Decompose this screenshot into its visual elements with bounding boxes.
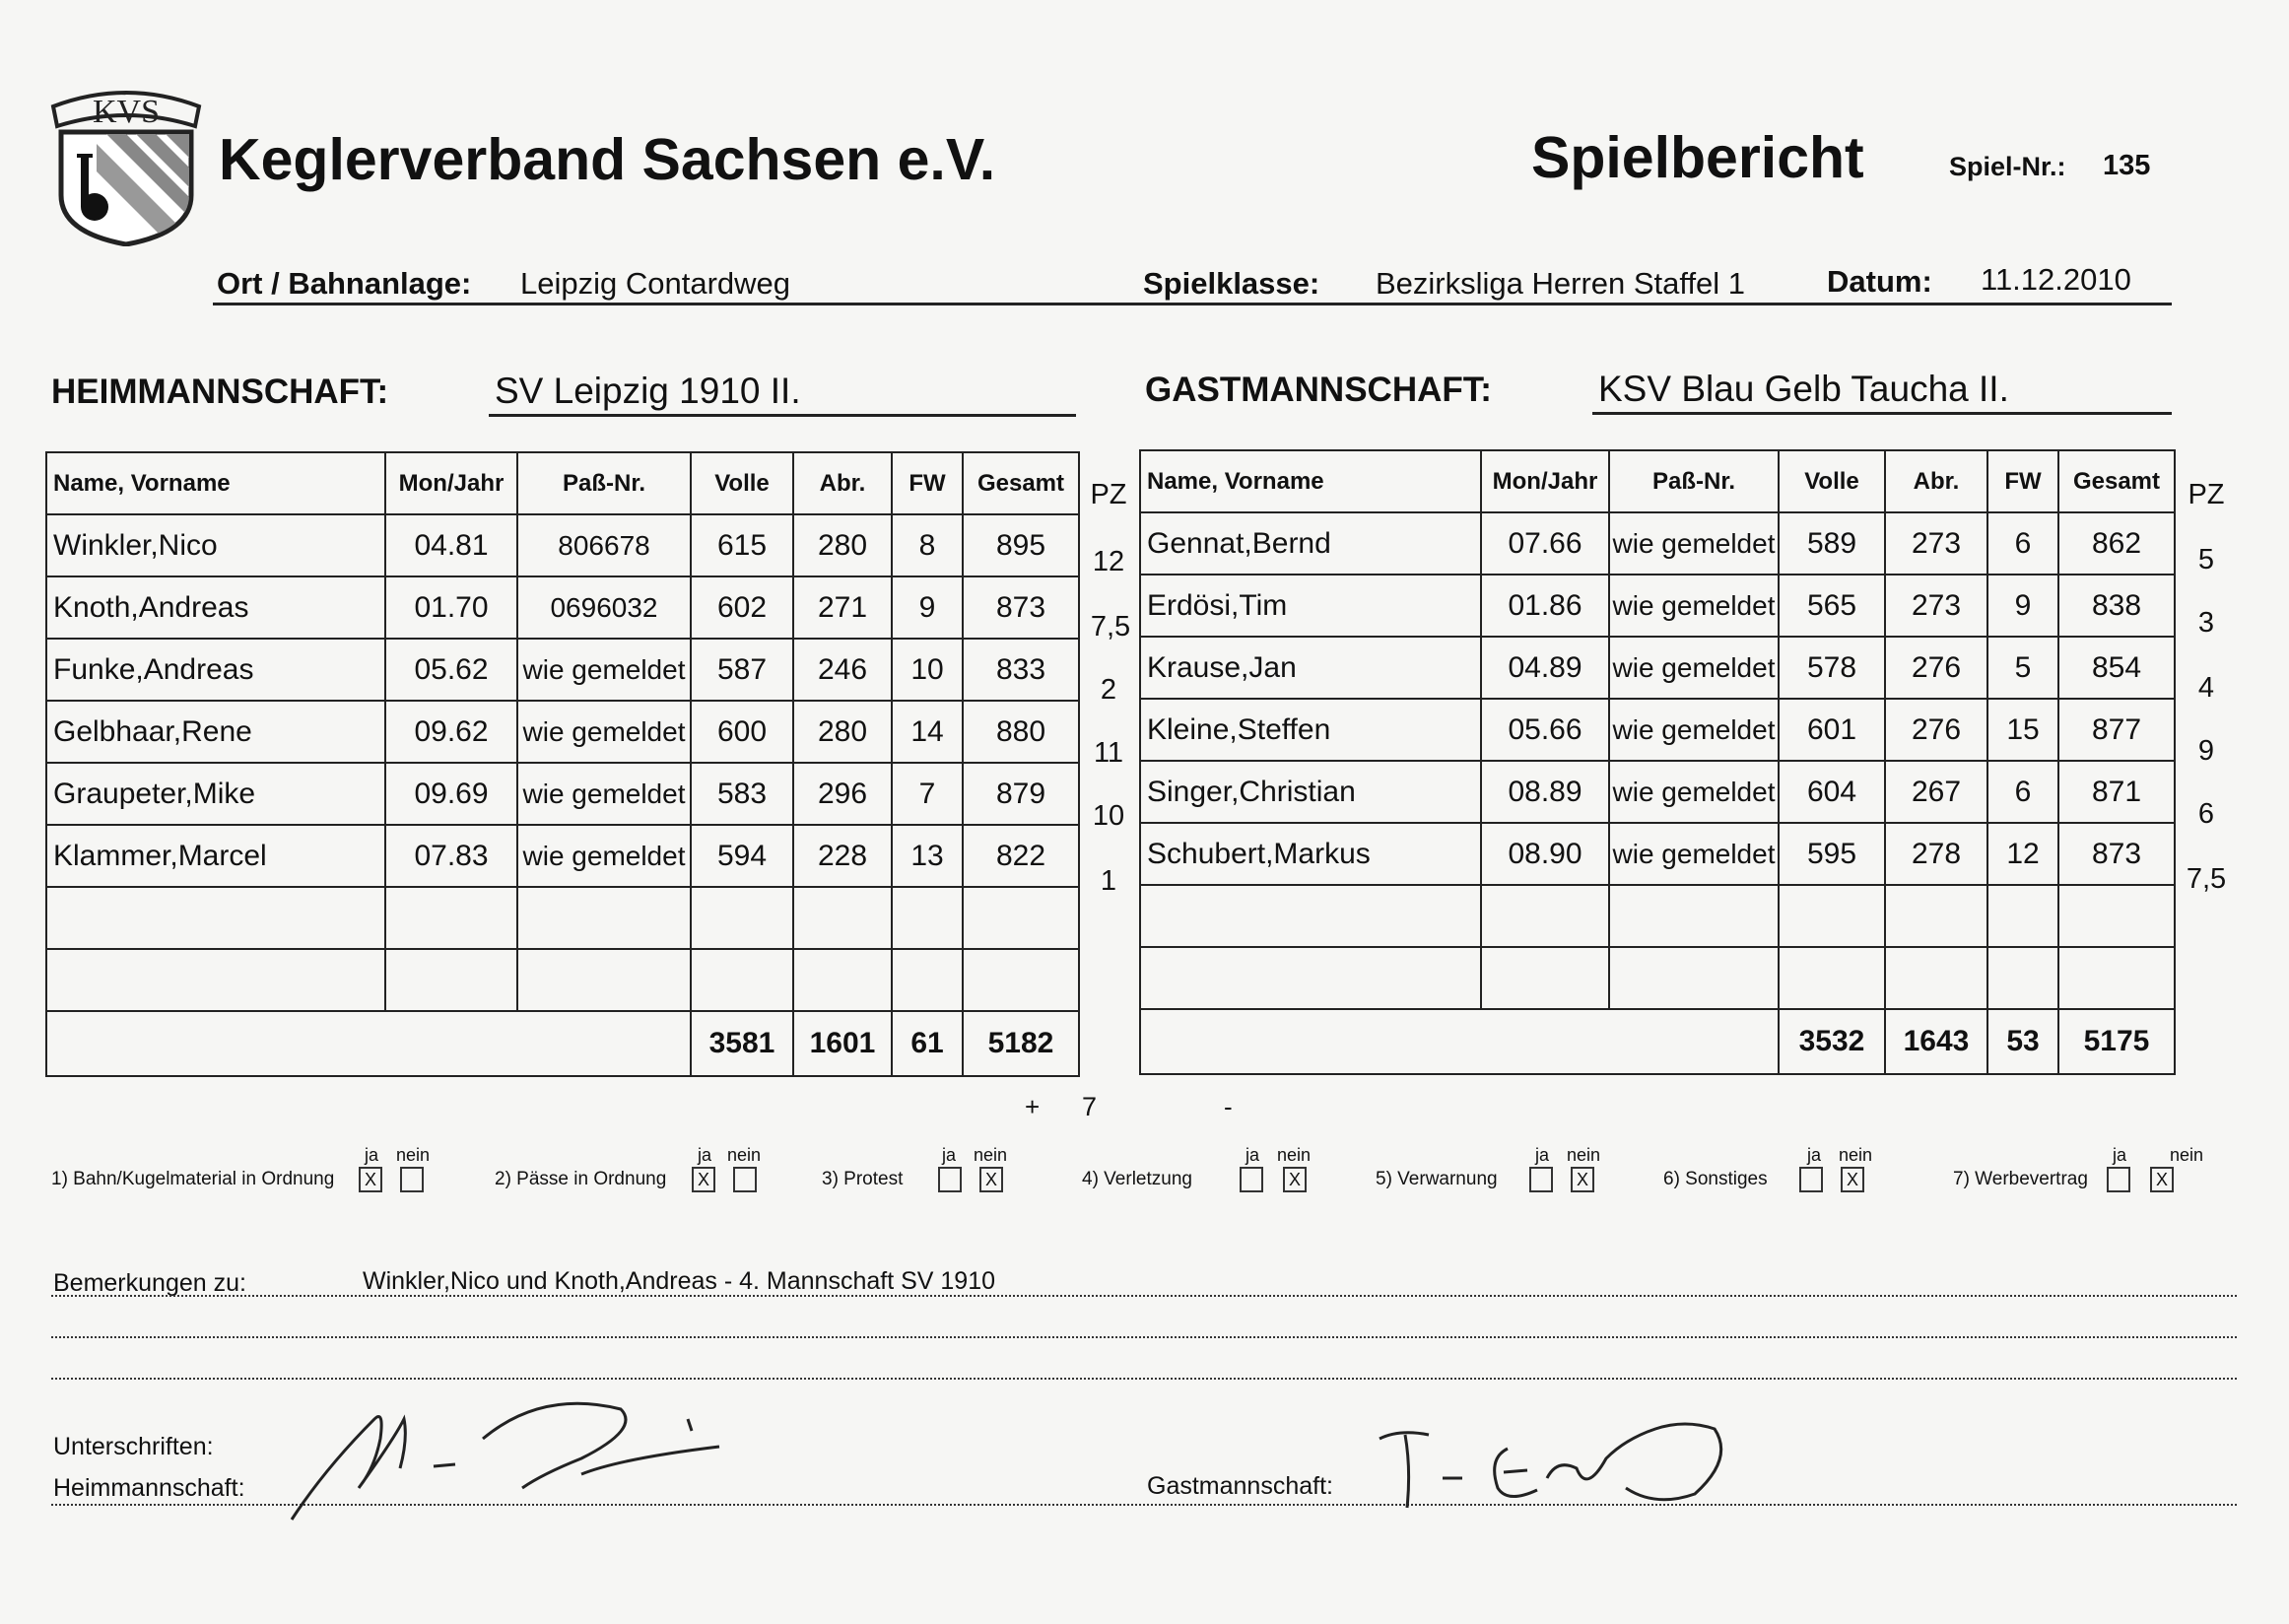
player-born: 08.89 [1481,761,1609,823]
player-fw: 6 [1987,512,2058,575]
totals-spacer [46,1011,691,1076]
total-volle: 3581 [691,1011,793,1076]
guest-team: KSV Blau Gelb Taucha II. [1598,369,2009,409]
date-label: Datum: [1827,264,1932,299]
player-name: Graupeter,Mike [46,763,385,825]
player-name: Krause,Jan [1140,637,1481,699]
player-gesamt: 873 [2058,823,2175,885]
ja-label: ja [2113,1145,2127,1165]
player-volle: 604 [1779,761,1885,823]
table-row [1140,761,2175,823]
player-volle: 589 [1779,512,1885,575]
total-gesamt: 5175 [2058,1009,2175,1074]
checkbox-ja[interactable] [1240,1167,1263,1192]
player-born: 09.69 [385,763,517,825]
col-fw: FW [1987,450,2058,512]
date-value: 11.12.2010 [1981,262,2131,297]
player-born: 07.66 [1481,512,1609,575]
player-abr: 271 [793,576,892,639]
checkbox-nein[interactable]: X [1283,1167,1307,1192]
home-signature-label: Heimmannschaft: [53,1474,245,1502]
home-extra-sign: + [1025,1092,1041,1121]
ja-label: ja [365,1145,379,1165]
check-label: 7) Werbevertrag [1953,1169,2088,1189]
player-volle: 587 [691,639,793,701]
table-row [1140,823,2175,885]
remarks-label: Bemerkungen zu: [53,1269,246,1297]
class-value: Bezirksliga Herren Staffel 1 [1376,266,1746,301]
ja-label: ja [698,1145,712,1165]
player-fw: 8 [892,514,963,576]
meta-underline [213,303,2172,305]
player-abr: 280 [793,514,892,576]
checkbox-nein[interactable]: X [979,1167,1003,1192]
player-volle: 594 [691,825,793,887]
empty-row [46,949,1079,1011]
col-name: Name, Vorname [1140,450,1481,512]
player-pass: wie gemeldet [517,701,691,763]
player-volle: 583 [691,763,793,825]
player-abr: 273 [1885,575,1987,637]
col-born: Mon/Jahr [1481,450,1609,512]
totals-spacer [1140,1009,1779,1074]
player-gesamt: 877 [2058,699,2175,761]
table-row [1140,575,2175,637]
player-name: Erdösi,Tim [1140,575,1481,637]
player-fw: 9 [892,576,963,639]
table-row [1140,512,2175,575]
home-totals-row [46,1011,1079,1076]
guest-team-underline [1592,412,2172,415]
player-abr: 276 [1885,637,1987,699]
checkbox-nein[interactable]: X [1841,1167,1864,1192]
nein-label: nein [1277,1145,1312,1165]
player-born: 08.90 [1481,823,1609,885]
guest-header-row [1140,450,2175,512]
nein-label: nein [2170,1145,2204,1165]
checkbox-nein[interactable]: X [2150,1167,2174,1192]
player-born: 05.62 [385,639,517,701]
empty-row [1140,885,2175,947]
player-pass: wie gemeldet [517,763,691,825]
empty-row [1140,947,2175,1009]
player-pass: wie gemeldet [1609,575,1779,637]
player-abr: 280 [793,701,892,763]
guest-extra-sign: - [1224,1092,1233,1121]
player-pass: wie gemeldet [1609,637,1779,699]
remarks-line [51,1295,2237,1297]
col-fw: FW [892,452,963,514]
game-no-label: Spiel-Nr.: [1949,152,2066,181]
player-pass: wie gemeldet [517,825,691,887]
total-volle: 3532 [1779,1009,1885,1074]
player-pass: wie gemeldet [1609,823,1779,885]
player-pass: 0696032 [517,576,691,639]
player-fw: 5 [1987,637,2058,699]
player-pass: wie gemeldet [1609,761,1779,823]
player-volle: 565 [1779,575,1885,637]
player-gesamt: 873 [963,576,1079,639]
pz-header: PZ [2188,479,2225,510]
guest-signature-label: Gastmannschaft: [1147,1472,1333,1500]
player-name: Funke,Andreas [46,639,385,701]
ja-label: ja [1535,1145,1550,1165]
home-header-row [46,452,1079,514]
empty-row [46,887,1079,949]
total-gesamt: 5182 [963,1011,1079,1076]
checkbox-ja[interactable]: X [359,1167,382,1192]
player-born: 09.62 [385,701,517,763]
nein-label: nein [1567,1145,1601,1165]
game-no: 135 [2103,150,2151,181]
checkbox-ja[interactable] [1799,1167,1823,1192]
table-row [1140,699,2175,761]
ja-label: ja [1245,1145,1260,1165]
home-score-table [45,451,1080,1077]
check-label: 5) Verwarnung [1376,1169,1498,1189]
player-name: Knoth,Andreas [46,576,385,639]
player-fw: 14 [892,701,963,763]
player-fw: 12 [1987,823,2058,885]
table-row [46,701,1079,763]
table-row [46,763,1079,825]
table-row [46,576,1079,639]
player-abr: 228 [793,825,892,887]
player-abr: 273 [1885,512,1987,575]
player-name: Schubert,Markus [1140,823,1481,885]
player-born: 04.81 [385,514,517,576]
total-abr: 1643 [1885,1009,1987,1074]
check-label: 2) Pässe in Ordnung [495,1169,667,1189]
checkbox-ja[interactable] [938,1167,962,1192]
player-abr: 296 [793,763,892,825]
col-pass: Paß-Nr. [517,452,691,514]
kvs-logo [47,87,205,246]
player-pass: wie gemeldet [1609,512,1779,575]
table-row [46,514,1079,576]
col-volle: Volle [1779,450,1885,512]
home-signature [286,1380,739,1527]
player-born: 01.70 [385,576,517,639]
player-gesamt: 879 [963,763,1079,825]
checkbox-ja[interactable] [2107,1167,2130,1192]
total-abr: 1601 [793,1011,892,1076]
nein-label: nein [974,1145,1008,1165]
player-fw: 9 [1987,575,2058,637]
home-team-underline [489,414,1076,417]
player-gesamt: 854 [2058,637,2175,699]
table-row [1140,637,2175,699]
guest-pz: 6 [2197,798,2215,830]
player-volle: 602 [691,576,793,639]
col-gesamt: Gesamt [2058,450,2175,512]
checkbox-ja[interactable] [1529,1167,1553,1192]
player-gesamt: 833 [963,639,1079,701]
home-team: SV Leipzig 1910 II. [495,371,801,411]
player-abr: 246 [793,639,892,701]
remarks-text: Winkler,Nico und Knoth,Andreas - 4. Mannschaft SV 1910 [363,1267,996,1295]
report-title: Spielbericht [1531,125,1864,190]
home-extra-value: 7 [1082,1092,1098,1121]
player-fw: 15 [1987,699,2058,761]
pz-header: PZ [1090,479,1127,510]
player-volle: 595 [1779,823,1885,885]
guest-label: GASTMANNSCHAFT: [1145,371,1492,409]
nein-label: nein [727,1145,762,1165]
guest-score-table [1139,449,2176,1075]
player-abr: 278 [1885,823,1987,885]
table-row [46,825,1079,887]
player-volle: 601 [1779,699,1885,761]
player-pass: 806678 [517,514,691,576]
player-gesamt: 871 [2058,761,2175,823]
nein-label: nein [396,1145,431,1165]
player-pass: wie gemeldet [1609,699,1779,761]
logo-text: KVS [92,94,161,130]
check-label: 4) Verletzung [1082,1169,1192,1189]
col-name: Name, Vorname [46,452,385,514]
table-row [46,639,1079,701]
ja-label: ja [942,1145,957,1165]
class-label: Spielklasse: [1143,266,1320,301]
player-volle: 600 [691,701,793,763]
home-pz: 11 [1093,737,1124,769]
check-label: 1) Bahn/Kugelmaterial in Ordnung [51,1169,335,1189]
home-pz: 2 [1100,674,1117,706]
total-fw: 61 [892,1011,963,1076]
player-name: Gennat,Bernd [1140,512,1481,575]
player-born: 05.66 [1481,699,1609,761]
ja-label: ja [1807,1145,1822,1165]
association-title: Keglerverband Sachsen e.V. [219,127,996,192]
home-pz: 12 [1092,546,1125,577]
checkbox-nein[interactable] [733,1167,757,1192]
player-gesamt: 862 [2058,512,2175,575]
col-gesamt: Gesamt [963,452,1079,514]
guest-pz: 7,5 [2186,863,2227,895]
signatures-label: Unterschriften: [53,1433,214,1460]
home-pz: 1 [1100,865,1117,897]
col-abr: Abr. [1885,450,1987,512]
total-fw: 53 [1987,1009,2058,1074]
player-name: Kleine,Steffen [1140,699,1481,761]
home-pz: 7,5 [1090,611,1131,643]
guest-pz: 3 [2197,607,2215,639]
player-name: Gelbhaar,Rene [46,701,385,763]
player-fw: 13 [892,825,963,887]
player-gesamt: 838 [2058,575,2175,637]
checkbox-ja[interactable]: X [692,1167,715,1192]
player-abr: 276 [1885,699,1987,761]
guest-pz: 9 [2197,735,2215,767]
checkbox-nein[interactable] [400,1167,424,1192]
guest-signature [1360,1399,1754,1518]
col-volle: Volle [691,452,793,514]
player-fw: 7 [892,763,963,825]
home-label: HEIMMANNSCHAFT: [51,372,389,411]
player-name: Singer,Christian [1140,761,1481,823]
venue-label: Ort / Bahnanlage: [217,266,472,301]
player-born: 01.86 [1481,575,1609,637]
col-abr: Abr. [793,452,892,514]
player-abr: 267 [1885,761,1987,823]
remarks-line [51,1336,2237,1338]
player-volle: 578 [1779,637,1885,699]
player-gesamt: 895 [963,514,1079,576]
player-name: Klammer,Marcel [46,825,385,887]
player-born: 07.83 [385,825,517,887]
player-name: Winkler,Nico [46,514,385,576]
player-fw: 6 [1987,761,2058,823]
check-label: 3) Protest [822,1169,904,1189]
guest-pz: 4 [2197,672,2215,704]
check-label: 6) Sonstiges [1663,1169,1768,1189]
player-born: 04.89 [1481,637,1609,699]
venue-value: Leipzig Contardweg [520,266,791,301]
guest-pz: 5 [2197,544,2215,575]
player-volle: 615 [691,514,793,576]
player-gesamt: 880 [963,701,1079,763]
checkbox-nein[interactable]: X [1571,1167,1594,1192]
home-pz: 10 [1092,800,1125,832]
guest-totals-row [1140,1009,2175,1074]
player-fw: 10 [892,639,963,701]
col-born: Mon/Jahr [385,452,517,514]
player-pass: wie gemeldet [517,639,691,701]
col-pass: Paß-Nr. [1609,450,1779,512]
player-gesamt: 822 [963,825,1079,887]
nein-label: nein [1839,1145,1873,1165]
